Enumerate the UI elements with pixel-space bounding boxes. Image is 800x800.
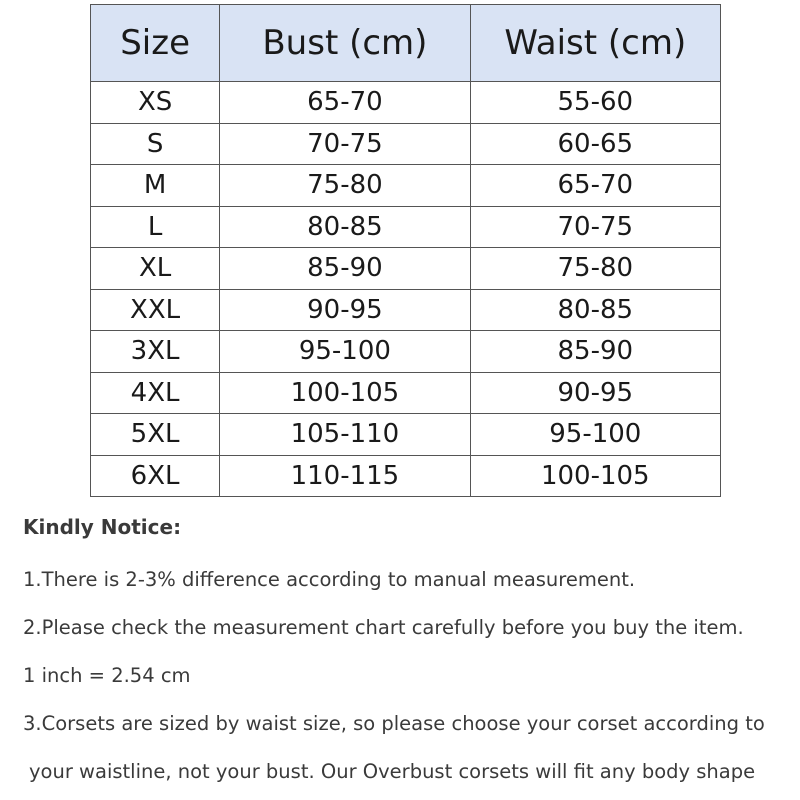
cell-size: 4XL — [91, 372, 220, 414]
notice-line-waistline: your waistline, not your bust. Our Overbust corsets will fit any body shape — [29, 760, 756, 783]
table-row — [91, 123, 721, 165]
table-header-row — [91, 5, 721, 82]
cell-bust: 85-90 — [220, 248, 470, 290]
cell-waist: 80-85 — [470, 289, 720, 331]
cell-size: M — [91, 165, 220, 207]
cell-bust: 70-75 — [220, 123, 470, 165]
cell-waist: 75-80 — [470, 248, 720, 290]
cell-bust: 90-95 — [220, 289, 470, 331]
cell-size: S — [91, 123, 220, 165]
cell-waist: 65-70 — [470, 165, 720, 207]
cell-waist: 55-60 — [470, 82, 720, 124]
cell-waist: 90-95 — [470, 372, 720, 414]
table-row — [91, 455, 721, 497]
notice-title: Kindly Notice: — [23, 515, 182, 539]
table-row — [91, 372, 721, 414]
cell-waist: 70-75 — [470, 206, 720, 248]
table-row — [91, 165, 721, 207]
cell-bust: 65-70 — [220, 82, 470, 124]
table-row — [91, 289, 721, 331]
table-row — [91, 414, 721, 456]
cell-size: 5XL — [91, 414, 220, 456]
size-chart-table — [90, 4, 721, 497]
notice-line-check-chart: 2.Please check the measurement chart carefully before you buy the item. — [23, 616, 744, 639]
notice-line-inch-conversion: 1 inch = 2.54 cm — [23, 664, 191, 687]
cell-bust: 110-115 — [220, 455, 470, 497]
cell-bust: 80-85 — [220, 206, 470, 248]
cell-size: XS — [91, 82, 220, 124]
cell-bust: 105-110 — [220, 414, 470, 456]
notice-line-difference: 1.There is 2-3% difference according to manual measurement. — [23, 568, 636, 591]
cell-bust: 100-105 — [220, 372, 470, 414]
header-waist: Waist (cm) — [470, 5, 720, 82]
table-row — [91, 331, 721, 373]
cell-size: 6XL — [91, 455, 220, 497]
cell-bust: 95-100 — [220, 331, 470, 373]
cell-bust: 75-80 — [220, 165, 470, 207]
cell-size: 3XL — [91, 331, 220, 373]
notice-line-corset-sizing: 3.Corsets are sized by waist size, so please choose your corset according to — [23, 712, 765, 735]
cell-size: XXL — [91, 289, 220, 331]
kindly-notice-section — [23, 508, 793, 796]
cell-waist: 95-100 — [470, 414, 720, 456]
header-size: Size — [91, 5, 220, 82]
header-bust: Bust (cm) — [220, 5, 470, 82]
cell-size: L — [91, 206, 220, 248]
table-row — [91, 206, 721, 248]
cell-waist: 85-90 — [470, 331, 720, 373]
cell-waist: 60-65 — [470, 123, 720, 165]
table-row — [91, 248, 721, 290]
cell-size: XL — [91, 248, 220, 290]
table-row — [91, 82, 721, 124]
cell-waist: 100-105 — [470, 455, 720, 497]
